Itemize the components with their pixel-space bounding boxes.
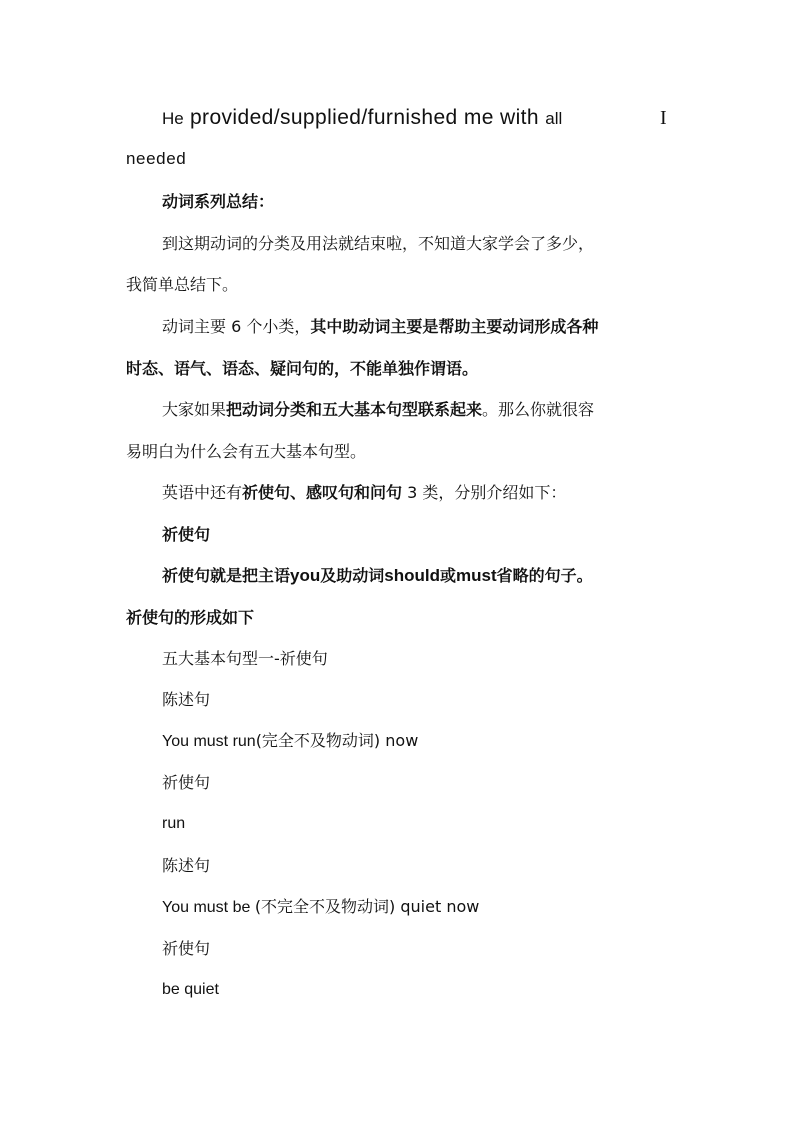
text-line-4: 到这期动词的分类及用法就结束啦，不知道大家学会了多少， (162, 234, 595, 253)
word-i: I (660, 107, 667, 129)
label-imperative-1: 祈使句 (162, 773, 211, 792)
text-segment: 大家如果 (162, 400, 227, 419)
example-imperative-1: run (162, 815, 186, 832)
word-he: He (162, 109, 184, 128)
word-must: must (456, 566, 497, 585)
bold-segment: 其中助动词主要是帮助主要动词形成各种 (310, 317, 599, 336)
example-sentence-1 (162, 731, 418, 752)
text-line-5: 我简单总结下。 (126, 275, 239, 294)
text-segment: 及助动词 (320, 566, 385, 585)
text-segment: You must be (162, 899, 255, 916)
section-heading-verb-summary: 动词系列总结： (162, 192, 275, 211)
text-line-8 (162, 400, 594, 420)
word-should: should (384, 566, 440, 585)
text-segment: 。那么你就很容 (482, 400, 595, 419)
bold-segment: 祈使句、感叹句和问句 (242, 483, 403, 502)
word-all: all (545, 109, 563, 128)
label-declarative-2: 陈述句 (162, 856, 211, 875)
text-segment: You must run (162, 733, 256, 750)
bold-segment: 把动词分类和五大基本句型联系起来 (226, 400, 483, 419)
word-you: you (290, 566, 321, 585)
text-line-2: needed (126, 149, 187, 168)
text-segment: 或 (439, 566, 456, 585)
text-segment: 省略的句子。 (496, 566, 593, 585)
text-line-7: 时态、语气、语态、疑问句的，不能单独作谓语。 (126, 359, 479, 378)
verb-phrase: provided/supplied/furnished me with (183, 106, 546, 129)
example-sentence-2 (162, 897, 479, 918)
text-line-14: 五大基本句型一-祈使句 (162, 649, 328, 668)
text-line-1 (162, 108, 562, 129)
text-line-6 (162, 317, 598, 337)
text-line-13: 祈使句的形成如下 (126, 608, 255, 627)
text-segment: 英语中还有 (162, 483, 243, 502)
text-line-10 (162, 483, 566, 503)
text-segment: (完全不及物动词) now (255, 731, 419, 750)
text-segment: 祈使句就是把主语 (162, 566, 291, 585)
label-declarative-1: 陈述句 (162, 690, 211, 709)
text-segment: 动词主要 6 个小类， (162, 317, 311, 336)
section-heading-imperative: 祈使句 (162, 525, 211, 544)
example-imperative-2: be quiet (162, 981, 219, 998)
text-line-9: 易明白为什么会有五大基本句型。 (126, 442, 367, 461)
text-segment: 3 类，分别介绍如下： (402, 483, 567, 502)
text-line-12 (162, 566, 593, 586)
text-segment: (不完全不及物动词) quiet now (254, 897, 480, 916)
label-imperative-2: 祈使句 (162, 939, 211, 958)
